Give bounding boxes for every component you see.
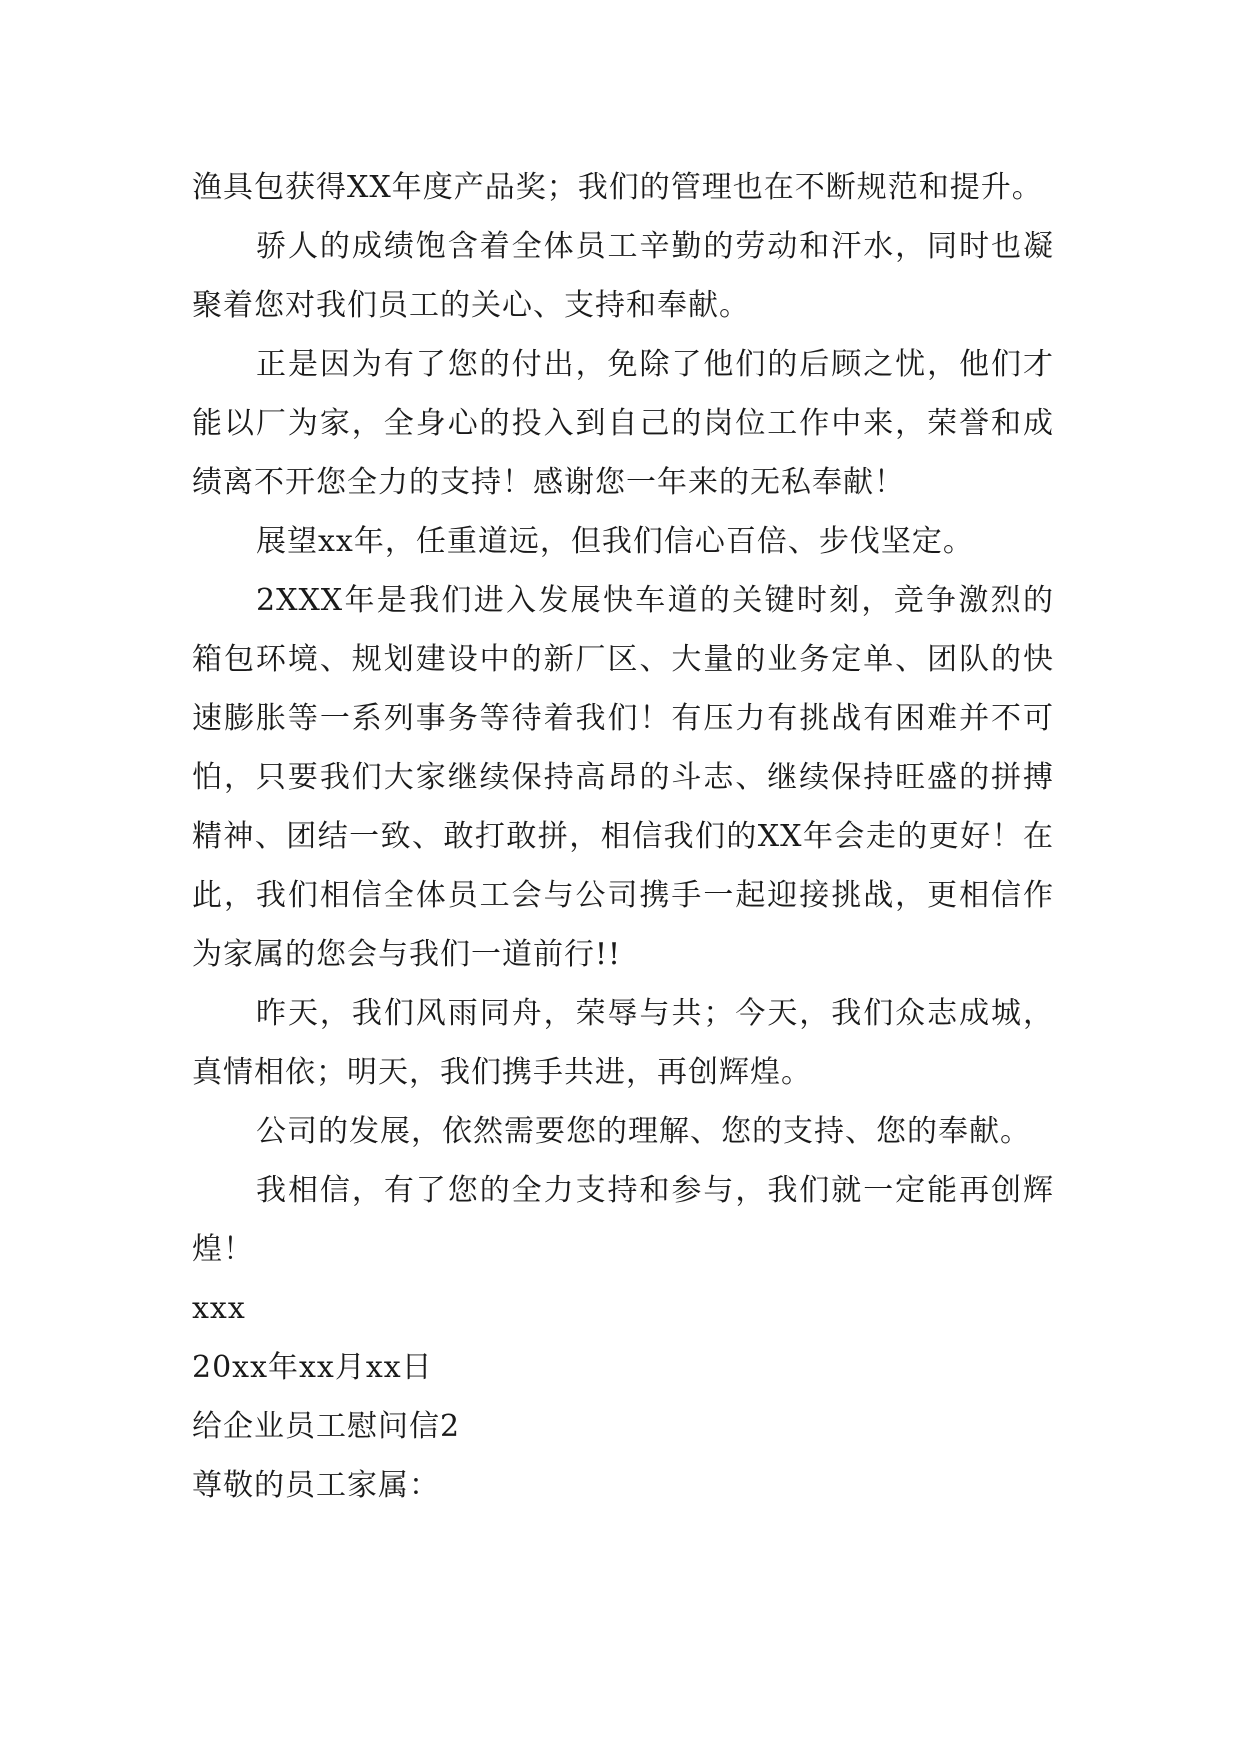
document-page xyxy=(192,158,1054,1515)
paragraph-5: 2XXX年是我们进入发展快车道的关键时刻，竞争激烈的箱包环境、规划建设中的新厂区、大量的业务定单、团队的快速膨胀等一系列事务等待着我们！有压力有挑战有困难并不可怕，只要我们大家继续保持高昂的斗志、继续保持旺盛的拼搏精神、团结一致、敢打敢拼，相信我们的XX年会走的更好！在此，我们相信全体员工会与公司携手一起迎接挑战，更相信作为家属的您会与我们一道前行!! xyxy=(192,583,1054,972)
paragraph-7: 公司的发展，依然需要您的理解、您的支持、您的奉献。 xyxy=(256,1114,1031,1149)
paragraph-1: 渔具包获得XX年度产品奖；我们的管理也在不断规范和提升。 xyxy=(192,170,1043,205)
paragraph-8: 我相信，有了您的全力支持和参与，我们就一定能再创辉煌！ xyxy=(192,1173,1054,1267)
paragraph-3: 正是因为有了您的付出，免除了他们的后顾之忧，他们才能以厂为家，全身心的投入到自己的岗位工作中来，荣誉和成绩离不开您全力的支持！感谢您一年来的无私奉献！ xyxy=(192,347,1054,500)
next-letter-title: 给企业员工慰问信2 xyxy=(192,1409,461,1444)
date-line: 20xx年xx月xx日 xyxy=(192,1350,433,1385)
paragraph-6: 昨天，我们风雨同舟，荣辱与共；今天，我们众志成城，真情相依；明天，我们携手共进，再创辉煌。 xyxy=(192,996,1054,1090)
next-letter-salutation: 尊敬的员工家属： xyxy=(192,1468,440,1503)
paragraph-2: 骄人的成绩饱含着全体员工辛勤的劳动和汗水，同时也凝聚着您对我们员工的关心、支持和奉献。 xyxy=(192,229,1054,323)
paragraph-4: 展望xx年，任重道远，但我们信心百倍、步伐坚定。 xyxy=(256,524,974,559)
signature: xxx xyxy=(192,1291,246,1326)
